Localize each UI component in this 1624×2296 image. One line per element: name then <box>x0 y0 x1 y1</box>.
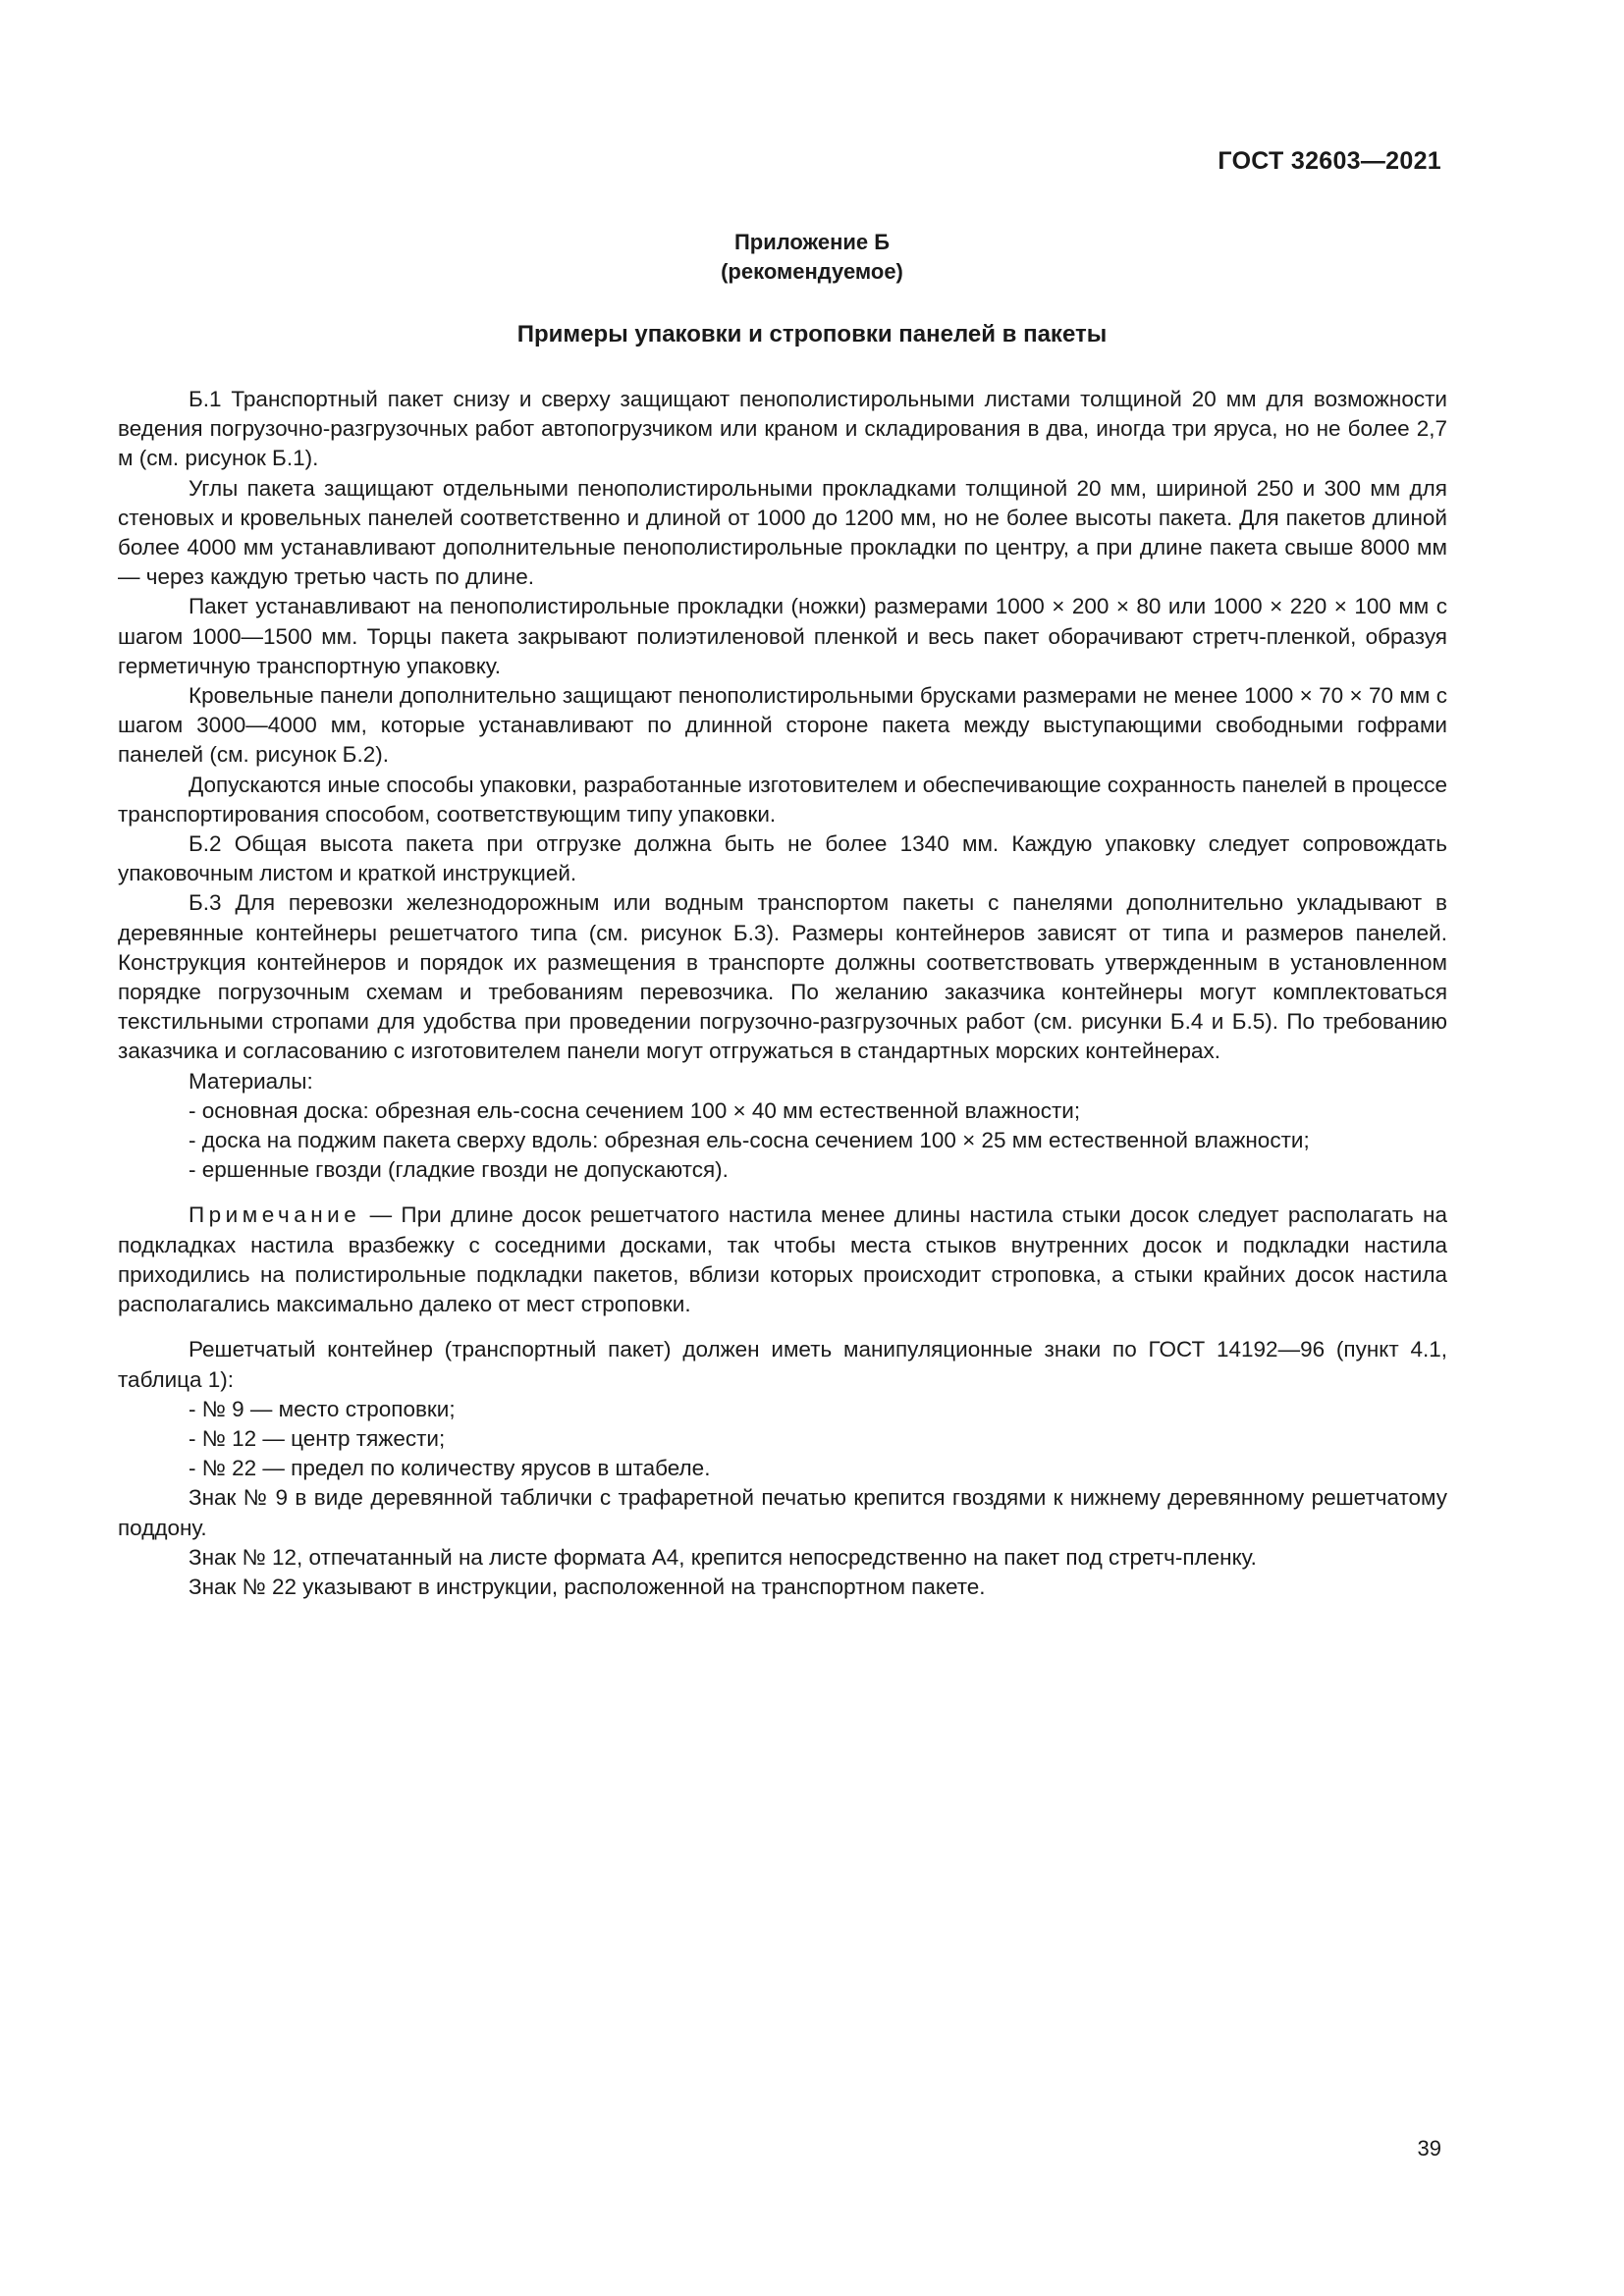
document-standard-number: ГОСТ 32603—2021 <box>1218 147 1441 175</box>
section-title: Примеры упаковки и строповки панелей в пакеты <box>516 321 1108 347</box>
list-item: - ершенные гвозди (гладкие гвозди не допускаются). <box>189 1157 729 1183</box>
paragraph: Знак № 9 в виде деревянной таблички с трафаретной печатью крепится гвоздями к нижнему деревянному решетчатому поддону. <box>118 1485 1447 1540</box>
appendix-status: (рекомендуемое) <box>721 259 903 284</box>
paragraph: Кровельные панели дополнительно защищают пенополистирольными брусками размерами не менее 1000 × 70 × 70 мм с шагом 3000—4000 мм, которые устанавливают по длинной стороне пакета между выступающими свободными гофрами панелей (см. рисунок Б.2). <box>118 683 1447 768</box>
list-item: - доска на поджим пакета сверху вдоль: обрезная ель-сосна сечением 100 × 25 мм естественной влажности; <box>189 1128 1310 1153</box>
list-item: - № 9 — место строповки; <box>189 1396 456 1421</box>
body-text <box>118 385 1447 1602</box>
paragraph: Допускаются иные способы упаковки, разработанные изготовителем и обеспечивающие сохранность панелей в процессе транспортирования способом, соответствующим типу упаковки. <box>118 772 1447 827</box>
appendix-title: Приложение Б <box>733 230 891 254</box>
paragraph: Б.2 Общая высота пакета при отгрузке должна быть не более 1340 мм. Каждую упаковку следует сопровождать упаковочным листом и краткой инструкцией. <box>118 831 1447 886</box>
page-number: 39 <box>1417 2136 1441 2161</box>
paragraph: Знак № 12, отпечатанный на листе формата А4, крепится непосредственно на пакет под стретч-пленку. <box>189 1544 1257 1570</box>
note <box>118 1201 1447 1319</box>
paragraph: Б.3 Для перевозки железнодорожным или водным транспортом пакеты с панелями дополнительно укладывают в деревянные контейнеры решетчатого типа (см. рисунок Б.3). Размеры контейнеров зависят от типа и размеров панелей. Конструкция контейнеров и порядок их размещения в транспорте должны соответствовать утвержденным в установленном порядке погрузочным схемам и требованиям перевозчика. По желанию заказчика контейнеры могут комплектоваться текстильными стропами для удобства при проведении погрузочно-разгрузочных работ (см. рисунки Б.4 и Б.5). По требованию заказчика и согласованию с изготовителем панели могут отгружаться в стандартных морских контейнерах. <box>118 890 1447 1064</box>
paragraph: Углы пакета защищают отдельными пенополистирольными прокладками толщиной 20 мм, шириной 250 и 300 мм для стеновых и кровельных панелей соответственно и длиной от 1000 до 1200 мм, но не более высоты пакета. Для пакетов длиной более 4000 мм устанавливают дополнительные пенополистирольные прокладки по центру, а при длине пакета свыше 8000 мм — через каждую третью часть по длине. <box>118 475 1447 590</box>
note-label: Примечание <box>189 1202 361 1228</box>
appendix-heading <box>0 228 1624 287</box>
paragraph: Пакет устанавливают на пенополистирольные прокладки (ножки) размерами 1000 × 200 × 80 или 1000 × 220 × 100 мм с шагом 1000—1500 мм. Торцы пакета закрывают полиэтиленовой пленкой и весь пакет оборачивают стретч-пленкой, образуя герметичную транспортную упаковку. <box>118 594 1447 678</box>
note-text: — При длине досок решетчатого настила менее длины настила стыки досок следует располагать на подкладках настила вразбежку с соседними досками, так чтобы места стыков внутренних досок и подкладки настила приходились на полистирольные подкладки пакетов, вблизи которых происходит строповка, а стыки крайних досок настила располагались максимально далеко от мест строповки. <box>118 1202 1447 1317</box>
paragraph: Решетчатый контейнер (транспортный пакет) должен иметь манипуляционные знаки по ГОСТ 14192—96 (пункт 4.1, таблица 1): <box>118 1337 1447 1392</box>
list-item: - основная доска: обрезная ель-сосна сечением 100 × 40 мм естественной влажности; <box>189 1097 1081 1123</box>
paragraph-materials-label: Материалы: <box>189 1068 313 1094</box>
paragraph: Знак № 22 указывают в инструкции, расположенной на транспортном пакете. <box>189 1574 986 1599</box>
list-item: - № 12 — центр тяжести; <box>189 1425 446 1451</box>
paragraph: Б.1 Транспортный пакет снизу и сверху защищают пенополистирольными листами толщиной 20 мм для возможности ведения погрузочно-разгрузочных работ автопогрузчиком или краном и складирования в два, иногда три яруса, но не более 2,7 м (см. рисунок Б.1). <box>118 387 1447 471</box>
list-item: - № 22 — предел по количеству ярусов в штабеле. <box>189 1456 711 1481</box>
